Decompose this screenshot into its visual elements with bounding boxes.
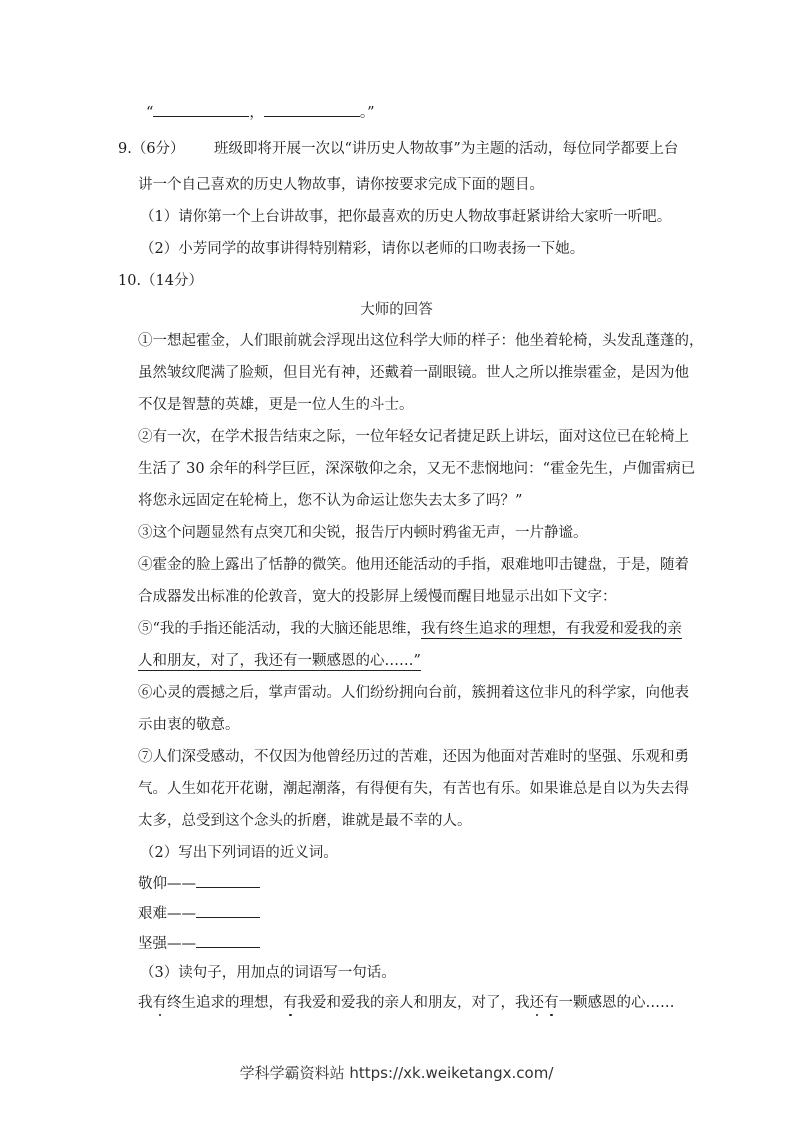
p7-line-3: 太多，总受到这个念头的折磨，谁就是最不幸的人。 [138, 813, 472, 829]
dotted-word-hai: 还 [529, 995, 544, 1011]
p4-line-1: ④霍金的脸上露出了恬静的微笑。他用还能活动的手指，艰难地叩击键盘，于是，随着 [138, 557, 689, 573]
p6-line-2: 示由衷的敬意。 [138, 717, 240, 733]
p1-line-1: ①一想起霍金，人们眼前就会浮现出这位科学大师的样子：他坐着轮椅，头发乱蓬蓬的， [138, 333, 704, 349]
synonym-row-1 [138, 873, 260, 894]
p5-underlined-text: 我有终生追求的理想，有我爱和爱我的亲 [420, 621, 682, 637]
comma: ， [249, 105, 264, 121]
answer-blank-2[interactable] [264, 102, 360, 117]
sentence-part-1: 我 [138, 995, 153, 1011]
passage-title: 大师的回答 [360, 302, 433, 318]
p5-plain-text: ⑤“我的手指还能活动，我的大脑还能思维， [138, 621, 421, 637]
q8-answer-line [146, 102, 375, 123]
synonym-word-3: 坚强—— [138, 936, 196, 952]
p2-line-1: ②有一次，在学术报告结束之际，一位年轻女记者捷足跃上讲坛，面对这位已在轮椅上 [138, 429, 689, 445]
dotted-sentence [138, 993, 675, 1013]
synonym-word-2: 艰难—— [138, 906, 196, 922]
synonym-row-3 [138, 933, 260, 954]
q10-label: 10.（14分） [118, 273, 204, 289]
p2-line-3: 将您永远固定在轮椅上，您不认为命运让您失去太多了吗？” [138, 493, 523, 509]
q10-sub2: （2）写出下列词语的近义词。 [140, 845, 338, 861]
p5-line-2 [138, 651, 421, 671]
q9-intro-1: 班级即将开展一次以“讲历史人物故事”为主题的活动，每位同学都要上台 [214, 141, 679, 157]
sentence-part-8: 一颗感恩的心…… [558, 995, 675, 1011]
q10-sub3: （3）读句子，用加点的词语写一句话。 [140, 965, 396, 981]
q9-label: 9.（6分） [118, 141, 185, 157]
p1-line-3: 不仅是智慧的英雄，更是一位人生的斗士。 [138, 397, 414, 413]
dotted-word-you-2: 有 [283, 995, 298, 1011]
p7-line-1: ⑦人们深受感动，不仅因为他曾经历过的苦难，还因为他面对苦难时的坚强、乐观和勇 [138, 749, 689, 765]
footer-watermark: 学科学霸资料站 https://xk.weiketangx.com/ [239, 1064, 554, 1082]
p6-line-1: ⑥心灵的震撼之后，掌声雷动。人们纷纷拥向台前，簇拥着这位非凡的科学家，向他表 [138, 685, 689, 701]
sentence-part-3: 终生追求的理想， [167, 995, 283, 1011]
p5-line-1 [138, 619, 682, 639]
synonym-blank-2[interactable] [196, 903, 260, 918]
close-quote: 。” [359, 105, 375, 121]
p7-line-2: 气。人生如花开花谢，潮起潮落，有得便有失，有苦也有乐。如果谁总是自以为失去得 [138, 781, 689, 797]
synonym-row-2 [138, 903, 260, 924]
open-quote: “ [146, 105, 154, 121]
synonym-blank-3[interactable] [196, 933, 260, 948]
dotted-word-you-3: 有 [544, 995, 559, 1011]
synonym-word-1: 敬仰—— [138, 876, 196, 892]
p4-line-2: 合成器发出标准的伦敦音，宽大的投影屏上缓慢而醒目地显示出如下文字： [138, 589, 617, 605]
p3-line: ③这个问题显然有点突兀和尖锐，报告厅内顿时鸦雀无声，一片静谧。 [138, 525, 588, 541]
synonym-blank-1[interactable] [196, 873, 260, 888]
q9-sub2: （2）小芳同学的故事讲得特别精彩，请你以老师的口吻表扬一下她。 [140, 241, 585, 257]
p2-line-2: 生活了 30 余年的科学巨匠，深深敬仰之余，又无不悲悯地问：“霍金先生，卢伽雷病已 [138, 461, 696, 477]
q9-intro-2: 讲一个自己喜欢的历史人物故事，请你按要求完成下面的题目。 [138, 177, 544, 193]
sentence-part-5: 我爱和爱我的亲人和朋友，对了，我 [297, 995, 530, 1011]
p1-line-2: 虽然皱纹爬满了脸颊，但目光有神，还戴着一副眼镜。世人之所以推崇霍金，是因为他 [138, 365, 689, 381]
q9-sub1: （1）请你第一个上台讲故事，把你最喜欢的历史人物故事赶紧讲给大家听一听吧。 [140, 209, 672, 225]
p5-underlined-continuation: 人和朋友，对了，我还有一颗感恩的心……” [138, 653, 421, 669]
dotted-word-you-1: 有 [152, 995, 167, 1011]
answer-blank-1[interactable] [153, 102, 249, 117]
